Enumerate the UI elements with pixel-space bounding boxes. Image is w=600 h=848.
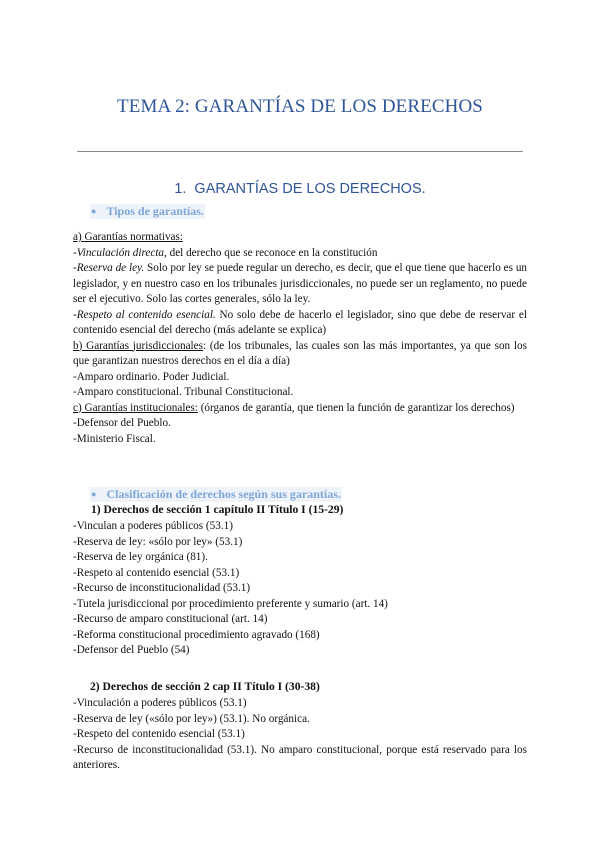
bullet-tipos-text: Tipos de garantías. xyxy=(106,204,204,218)
list-item: -Reserva de ley («sólo por ley») (53.1). No orgánica. xyxy=(73,712,310,725)
garantias-block xyxy=(73,230,527,447)
list-item: -Reserva de ley: «sólo por ley» (53.1) xyxy=(73,535,243,548)
bullet-tipos-garantias xyxy=(90,204,205,219)
vinculacion-term: -Vinculación directa xyxy=(73,246,165,259)
reserva-term: -Reserva de ley. xyxy=(73,262,145,274)
list-item: -Respeto del contenido esencial (53.1) xyxy=(73,728,245,740)
bullet-dot-icon: ● xyxy=(91,489,97,499)
list-item: -Recurso de amparo constitucional (art. 14) xyxy=(73,613,268,625)
respeto-term: -Respeto al contenido esencial. xyxy=(73,308,216,321)
list-item: -Ministerio Fiscal. xyxy=(73,432,156,445)
list-item: -Tutela jurisdiccional por procedimiento preferente y sumario (art. 14) xyxy=(73,597,388,610)
bullet-dot-icon: ● xyxy=(91,206,97,216)
list-item: -Vinculan a poderes públicos (53.1) xyxy=(73,520,233,532)
seccion1-heading: 1) Derechos de sección 1 capítulo II Título I (15-29) xyxy=(91,503,344,516)
list-item: -Amparo ordinario. Poder Judicial. xyxy=(73,370,230,383)
list-item: -Reforma constitucional procedimiento agravado (168) xyxy=(73,628,320,641)
bullet-clasificacion-text: Clasificación de derechos según sus garantías. xyxy=(106,487,341,501)
institucionales-text: (órganos de garantía, que tienen la función de garantizar los derechos) xyxy=(197,401,515,414)
list-item: -Vinculación a poderes públicos (53.1) xyxy=(73,697,247,709)
section-heading xyxy=(0,181,600,197)
list-item: -Respeto al contenido esencial (53.1) xyxy=(73,566,240,579)
list-item: -Recurso de inconstitucionalidad (53.1). No amparo constitucional, porque está reservado para los anteriores. xyxy=(73,743,527,771)
section-heading-text: GARANTÍAS DE LOS DERECHOS. xyxy=(194,181,426,197)
list-item: -Amparo constitucional. Tribunal Constitucional. xyxy=(73,386,294,398)
normativas-label: a) Garantías normativas: xyxy=(73,231,183,243)
vinculacion-text: , del derecho que se reconoce en la constitución xyxy=(164,246,378,259)
reserva-text: Solo por ley se puede regular un derecho, es decir, que el que tiene que hacerlo es un legislador, y en nuestro caso en los tribunales jurisdiccionales, no puede ser un reglamento, no puede ser el ejecutivo. Solo las cortes generales, sólo la ley. xyxy=(73,262,528,305)
list-item: -Recurso de inconstitucionalidad (53.1) xyxy=(73,582,251,594)
respeto-text: No solo debe de hacerlo el legislador, sino que debe de reservar el contenido esencial del derecho (más adelante se explica) xyxy=(73,308,527,336)
seccion1-list xyxy=(73,519,527,659)
seccion2-heading: 2) Derechos de sección 2 cap II Título I (30-38) xyxy=(90,680,320,693)
jurisdiccionales-label: b) Garantías jurisdiccionales xyxy=(73,339,203,352)
document-title: TEMA 2: GARANTÍAS DE LOS DERECHOS xyxy=(117,96,483,117)
institucionales-label: c) Garantías institucionales: xyxy=(73,401,198,414)
list-item: -Reserva de ley orgánica (81). xyxy=(73,551,208,563)
list-item: -Defensor del Pueblo. xyxy=(73,417,171,429)
seccion2-list xyxy=(73,696,527,774)
jurisdiccionales-text: : (de los tribunales, las cuales son las más importantes, ya que son los que garantizan nuestros derechos en el día a día) xyxy=(73,339,527,367)
bullet-clasificacion xyxy=(90,487,342,502)
section-number: 1. xyxy=(174,181,187,197)
list-item: -Defensor del Pueblo (54) xyxy=(73,644,190,656)
title-divider xyxy=(77,151,523,152)
